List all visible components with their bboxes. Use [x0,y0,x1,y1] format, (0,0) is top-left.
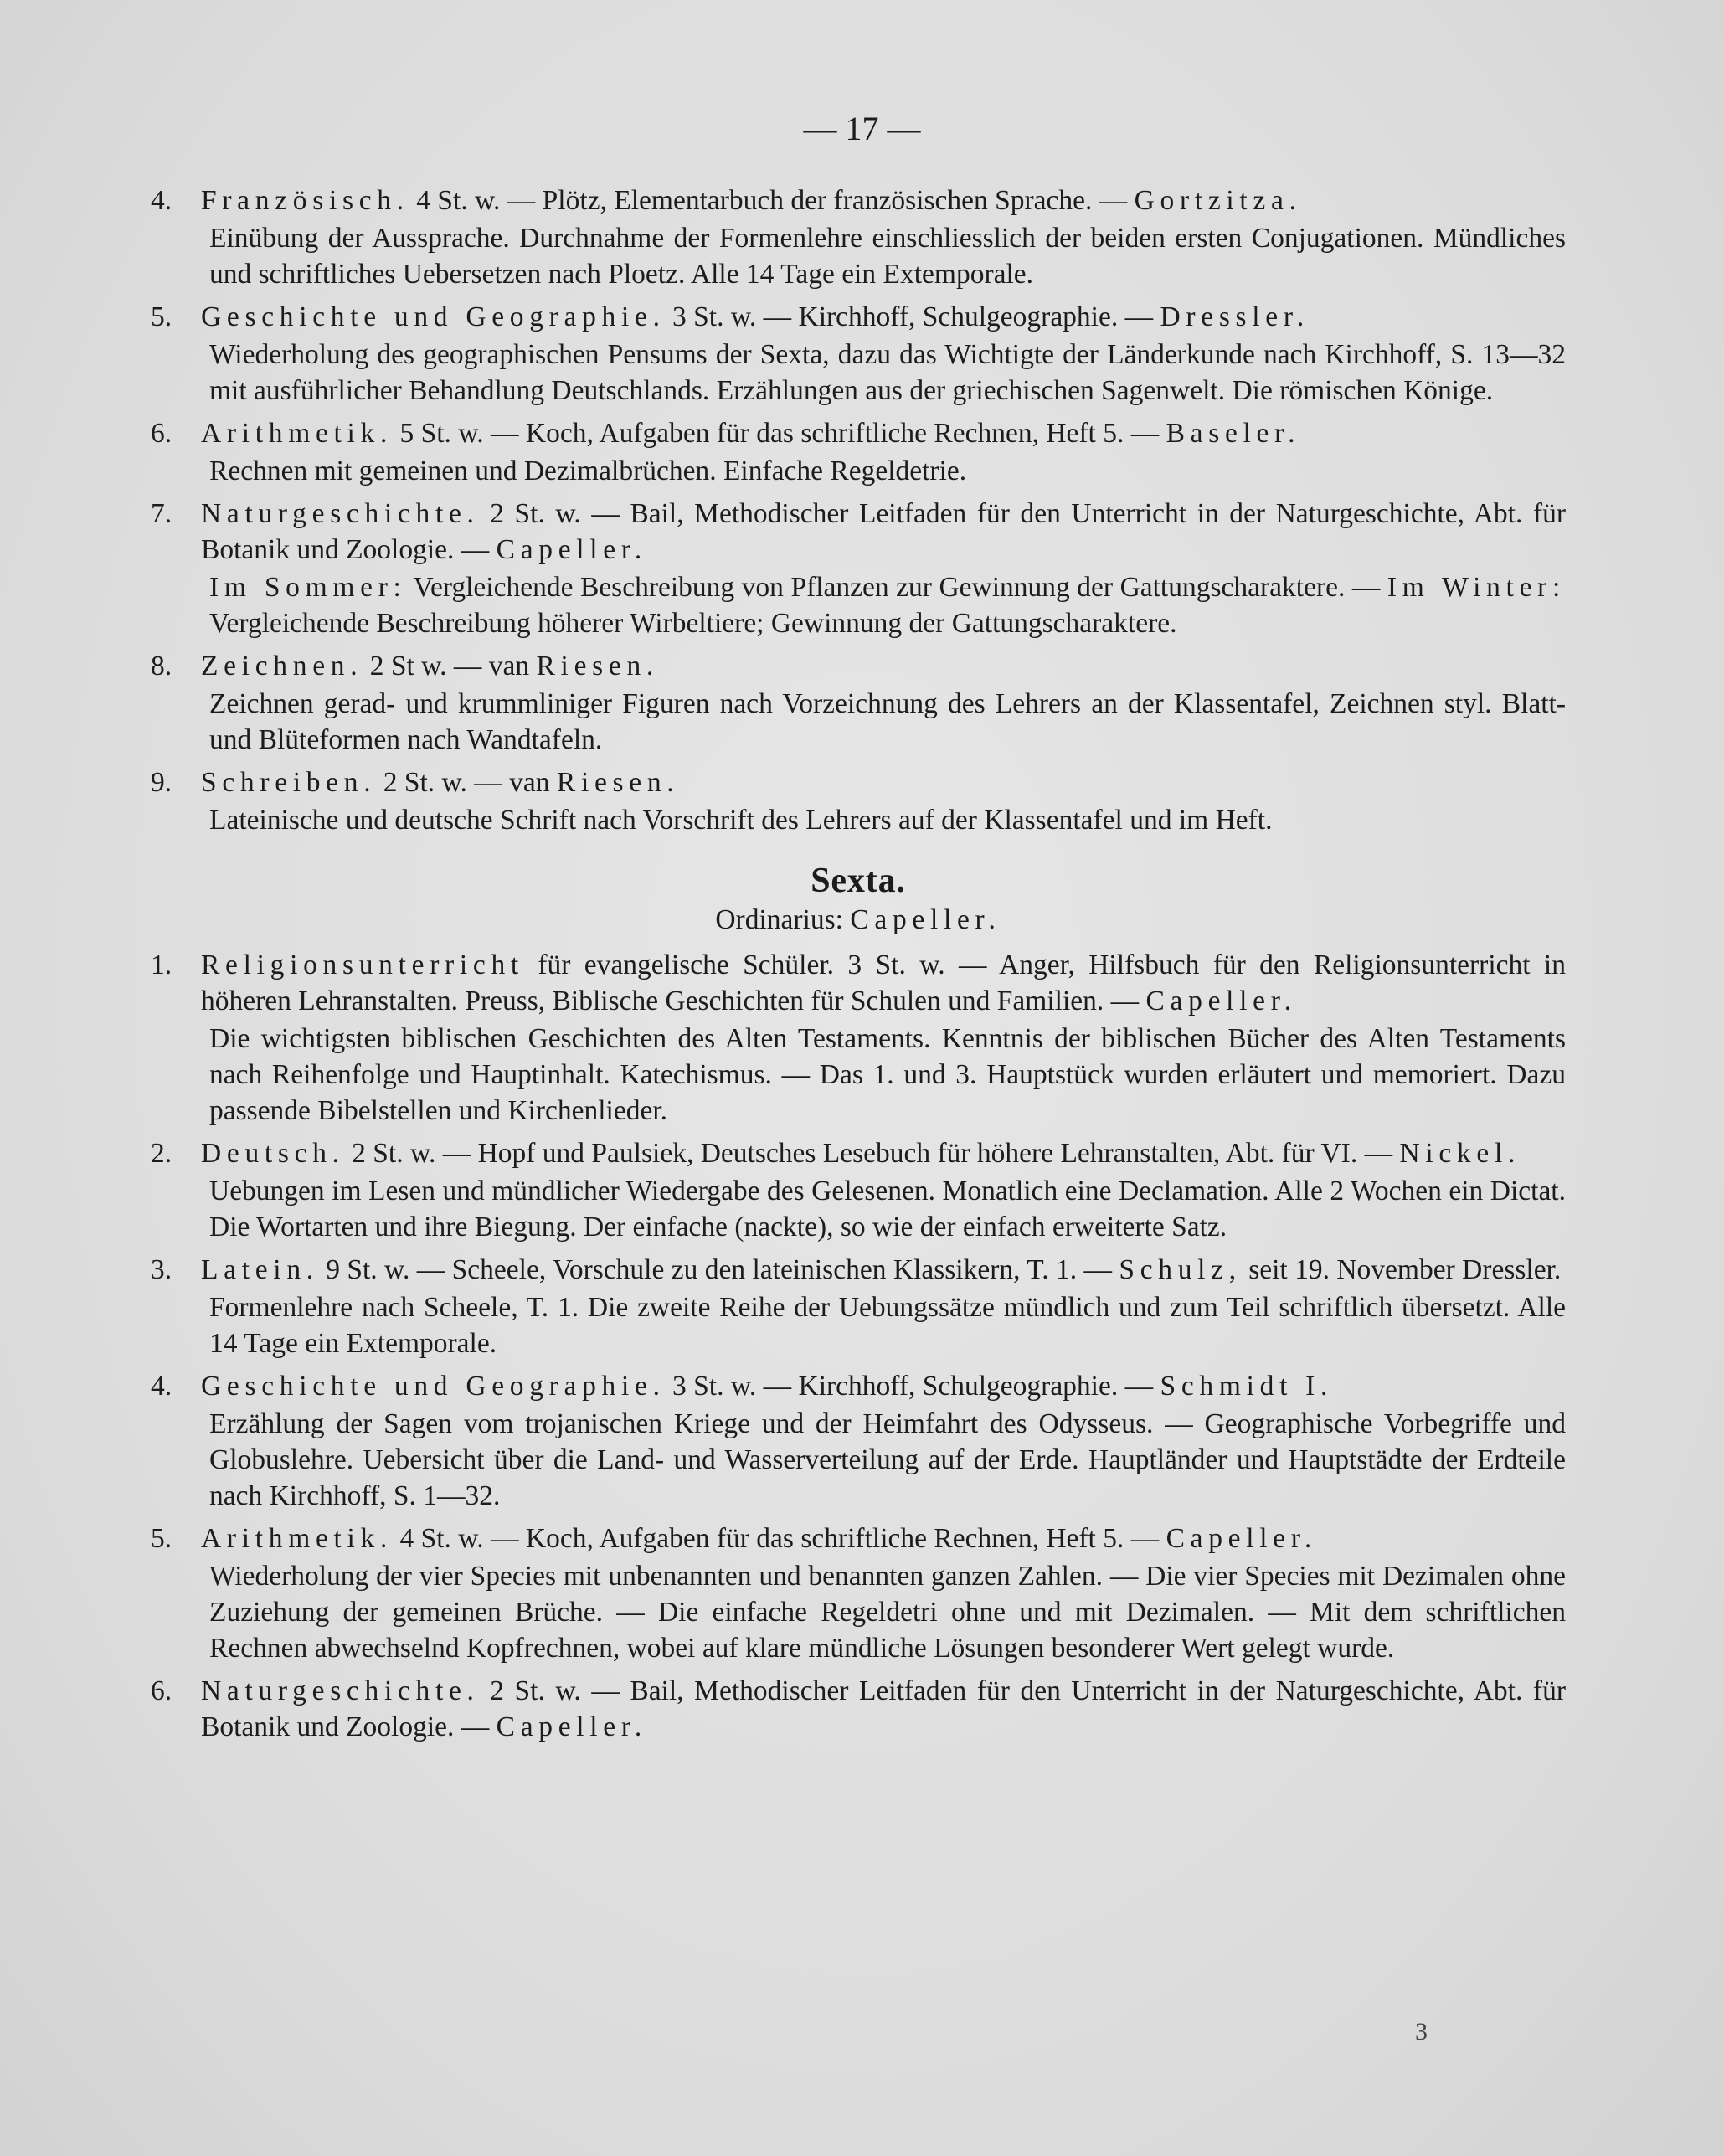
teacher-name: Capeller. [1166,1523,1317,1554]
teacher-name: Capeller. [1145,985,1297,1016]
subject-name: Französisch. [201,185,409,216]
subject-item [151,1673,1566,1745]
subject-content: Die wichtigsten biblischen Geschichten des Alten Testaments. Kenntnis der biblischen Bücher des Alten Testaments nach Reihenfolge und Hauptinhalt. Katechismus. — Das 1. und 3. Hauptstück wurden erläutert und memoriert. Dazu passende Bibelstellen und Kirchenlieder. [209,1023,1566,1126]
subject-item [151,496,1566,641]
season-label: Im Sommer: [209,572,407,603]
subject-content: Zeichnen gerad- und krummliniger Figuren nach Vorzeichnung des Lehrers an der Klassentafel, Zeichnen styl. Blatt- und Blüteformen nach Wandtafeln. [209,688,1566,755]
subject-details: 2 St. w. — Bail, Methodischer Leitfaden für den Unterricht in der Naturgeschichte, Abt. für Botanik und Zoologie. — [201,498,1566,565]
subject-name: Zeichnen. [201,651,363,682]
teacher-name: Capeller. [496,1711,647,1742]
teacher-name: Riesen. [536,651,659,682]
subject-details: 2 St w. — van [363,651,537,682]
subject-content: Einübung der Aussprache. Durchnahme der Formenlehre einschliesslich der beiden ersten Conjugationen. Mündliches und schriftliches Uebersetzen nach Ploetz. Alle 14 Tage ein Extemporale. [209,223,1566,290]
subject-item [151,1368,1566,1514]
subject-heading [151,415,1566,451]
subject-content: Wiederholung des geographischen Pensums der Sexta, dazu das Wichtigte der Länderkunde nach Kirchhoff, S. 13—32 mit ausführlicher Behandlung Deutschlands. Erzählungen aus der griechischen Sagenwelt. Die römischen Könige. [209,339,1566,406]
item-number: 8. [151,651,172,682]
subject-item [151,1252,1566,1361]
season-label: Im Winter: [1387,572,1567,603]
subject-details: 4 St. w. — Koch, Aufgaben für das schriftliche Rechnen, Heft 5. — [393,1523,1166,1554]
subject-name: Schreiben. [201,767,377,798]
teacher-name: Capeller. [496,534,647,565]
teacher-name: Baseler. [1166,418,1301,449]
subject-heading [151,947,1566,1019]
subject-heading [151,183,1566,219]
subject-content: Rechnen mit gemeinen und Dezimalbrüchen. Einfache Regeldetrie. [209,455,967,486]
previous-class-subjects [151,183,1566,838]
subject-heading [151,1252,1566,1288]
subject-item [151,1135,1566,1245]
subject-name: Naturgeschichte. [201,1675,480,1706]
teacher-name: Gortzitza. [1134,185,1302,216]
teacher-name: Nickel. [1399,1138,1521,1169]
subject-item [151,1521,1566,1666]
page-content [151,183,1566,1752]
ordinarius-line [151,902,1566,939]
item-number: 4. [151,185,172,216]
item-number: 5. [151,1523,172,1554]
section-title: Sexta. [811,862,906,900]
subject-name: Deutsch. [201,1138,345,1169]
signature-mark: 3 [1415,2018,1428,2045]
item-number: 7. [151,498,172,529]
subject-content: Lateinische und deutsche Schrift nach Vorschrift des Lehrers auf der Klassentafel und im Heft. [209,805,1273,836]
subject-content: Wiederholung der vier Species mit unbenannten und benannten ganzen Zahlen. — Die vier Species mit Dezimalen ohne Zuziehung der gemeinen Brüche. — Die einfache Regeldetri ohne und mit Dezimalen. — Mit dem schriftlichen Rechnen abwechselnd Kopfrechnen, wobei auf klare mündliche Lösungen besonderer Wert gelegt wurde. [209,1561,1566,1664]
subject-heading [151,764,1566,800]
subject-details: für evangelische Schüler. 3 St. w. — Anger, Hilfsbuch für den Religionsunterricht in höheren Lehranstalten. Preuss, Biblische Geschichten für Schulen und Familien. — [201,949,1566,1016]
subject-heading [151,1673,1566,1745]
season-text: Vergleichende Beschreibung höherer Wirbeltiere; Gewinnung der Gattungscharaktere. [209,608,1177,639]
subject-name: Naturgeschichte. [201,498,480,529]
subject-item [151,299,1566,409]
subject-details: 2 St. w. — Bail, Methodischer Leitfaden für den Unterricht in der Naturgeschichte, Abt. für Botanik und Zoologie. — [201,1675,1566,1742]
subject-item [151,947,1566,1129]
ordinarius-name: Capeller. [850,904,1001,935]
subject-item [151,764,1566,838]
subject-details: 5 St. w. — Koch, Aufgaben für das schriftliche Rechnen, Heft 5. — [393,418,1166,449]
subject-item [151,183,1566,292]
subject-heading [151,1135,1566,1171]
subject-heading [151,648,1566,684]
subject-heading [151,496,1566,568]
item-number: 2. [151,1138,172,1169]
subject-content [151,569,1566,641]
subject-name: Geschichte und Geographie. [201,301,666,332]
subject-details: 3 St. w. — Kirchhoff, Schulgeographie. — [665,301,1160,332]
item-number: 9. [151,767,172,798]
teacher-name: Riesen. [556,767,680,798]
item-number: 6. [151,418,172,449]
ordinarius-label: Ordinarius: [715,904,851,935]
subject-item [151,415,1566,489]
subject-name: Arithmetik. [201,418,394,449]
subject-details: 2 St. w. — van [376,767,557,798]
subject-content: Erzählung der Sagen vom trojanischen Kriege und der Heimfahrt des Odysseus. — Geographische Vorbegriffe und Globuslehre. Uebersicht über die Land- und Wasserverteilung auf der Erde. Hauptländer und Hauptstädte der Erdteile nach Kirchhoff, S. 1—32. [209,1408,1566,1511]
subject-name: Religionsunterricht [201,949,524,980]
subject-name: Arithmetik. [201,1523,394,1554]
subject-details: 2 St. w. — Hopf und Paulsiek, Deutsches Lesebuch für höhere Lehranstalten, Abt. für VI. — [344,1138,1400,1169]
subject-details: 9 St. w. — Scheele, Vorschule zu den lateinischen Klassikern, T. 1. — [318,1254,1119,1285]
subject-details: 3 St. w. — Kirchhoff, Schulgeographie. — [665,1371,1160,1402]
subject-heading [151,299,1566,335]
subject-heading [151,1368,1566,1404]
subject-name: Latein. [201,1254,319,1285]
subject-content: Uebungen im Lesen und mündlicher Wiedergabe des Gelesenen. Monatlich eine Declamation. Alle 2 Wochen ein Dictat. Die Wortarten und ihre Biegung. Der einfache (nackte), so wie der einfach erweiterte Satz. [209,1176,1566,1243]
item-number: 4. [151,1371,172,1402]
item-number: 6. [151,1675,172,1706]
subject-name: Geschichte und Geographie. [201,1371,666,1402]
subject-content: Formenlehre nach Scheele, T. 1. Die zweite Reihe der Uebungssätze mündlich und zum Teil schriftlich übersetzt. Alle 14 Tage ein Extemporale. [209,1292,1566,1359]
season-text: Vergleichende Beschreibung von Pflanzen zur Gewinnung der Gattungscharaktere. — [406,572,1387,603]
sexta-subjects [151,947,1566,1745]
item-number: 3. [151,1254,172,1285]
subject-details-tail: seit 19. November Dressler. [1241,1254,1562,1285]
item-number: 1. [151,949,172,980]
subject-item [151,648,1566,758]
item-number: 5. [151,301,172,332]
subject-heading [151,1521,1566,1557]
page-number: — 17 — [803,110,921,147]
teacher-name: Dressler. [1160,301,1310,332]
teacher-name: Schulz, [1119,1254,1242,1285]
teacher-name: Schmidt I. [1160,1371,1334,1402]
subject-details: 4 St. w. — Plötz, Elementarbuch der französischen Sprache. — [409,185,1135,216]
